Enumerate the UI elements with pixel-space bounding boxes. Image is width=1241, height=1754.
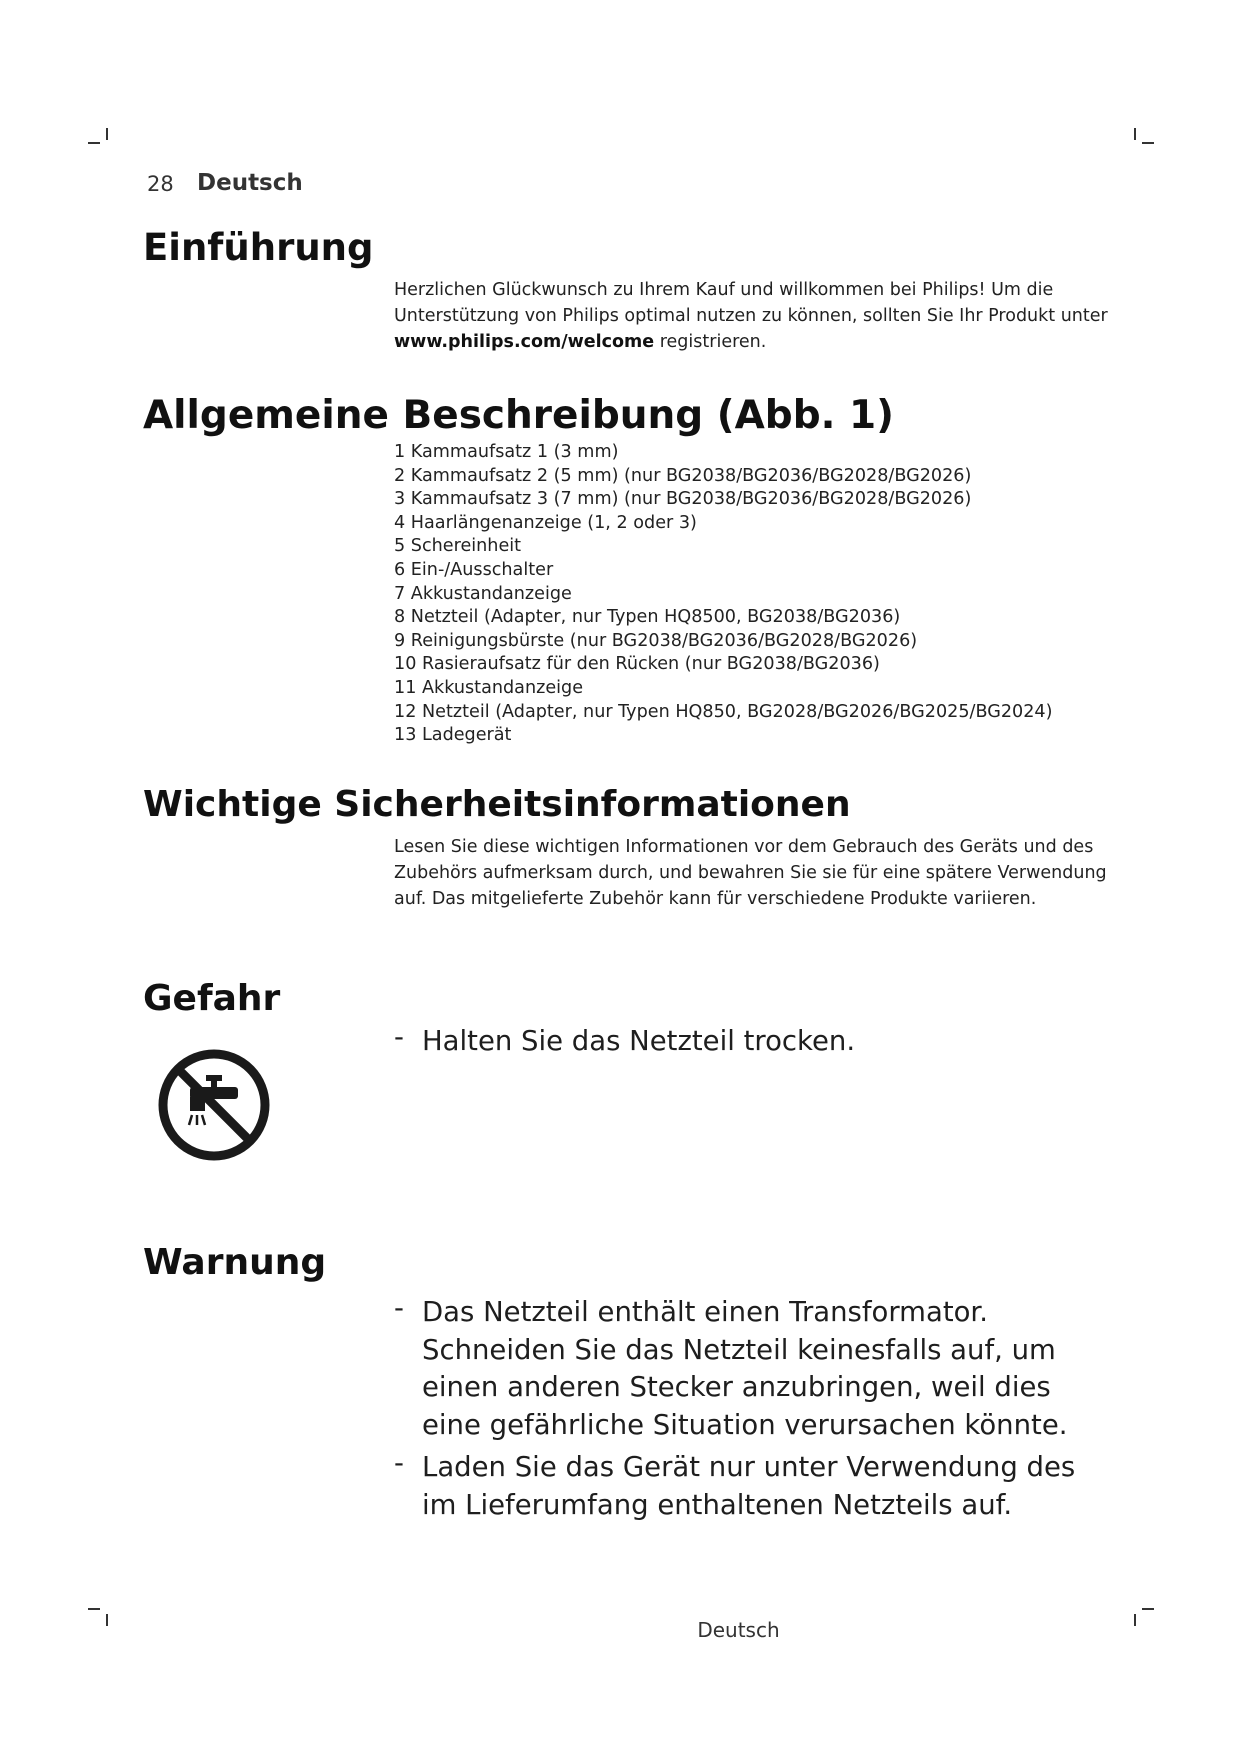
list-item: 13 Ladegerät <box>394 725 512 746</box>
description-title: Allgemeine Beschreibung (Abb. 1) <box>143 393 894 438</box>
warning-title: Warnung <box>143 1242 327 1283</box>
footer <box>0 1618 1241 1642</box>
no-water-icon <box>156 1047 272 1163</box>
crop-mark <box>1142 142 1154 144</box>
list-item: 3 Kammaufsatz 3 (7 mm) (nur BG2038/BG2036/BG2028/BG2026) <box>394 489 972 510</box>
list-item-text: Halten Sie das Netzteil trocken. <box>422 1025 856 1057</box>
safety-text: Lesen Sie diese wichtigen Informationen vor dem Gebrauch des Geräts und des Zubehörs aufmerksam durch, und bewahren Sie sie für eine spätere Verwendung auf. Das mitgelieferte Zubehör kann für verschiedene Produkte variieren. <box>394 837 1107 909</box>
list-item: 12 Netzteil (Adapter, nur Typen HQ850, BG2028/BG2026/BG2025/BG2024) <box>394 701 1053 722</box>
list-dash: - <box>394 1292 404 1324</box>
header-language: Deutsch <box>197 170 303 196</box>
list-item: 8 Netzteil (Adapter, nur Typen HQ8500, BG2038/BG2036) <box>394 607 901 628</box>
page-number: 28 <box>147 172 174 196</box>
list-item-text: Laden Sie das Gerät nur unter Verwendung des im Lieferumfang enthaltenen Netzteils auf. <box>422 1451 1076 1521</box>
list-dash: - <box>394 1021 404 1053</box>
crop-mark <box>1134 128 1136 140</box>
list-item: 9 Reinigungsbürste (nur BG2038/BG2036/BG2028/BG2026) <box>394 630 918 651</box>
list-item: 10 Rasieraufsatz für den Rücken (nur BG2038/BG2036) <box>394 654 880 675</box>
intro-title: Einführung <box>143 226 374 269</box>
list-item: 5 Schereinheit <box>394 536 522 557</box>
intro-text <box>394 277 1114 355</box>
crop-mark <box>1142 1608 1154 1610</box>
list-item <box>394 1294 1114 1444</box>
crop-mark <box>106 128 108 140</box>
list-item: 4 Haarlängenanzeige (1, 2 oder 3) <box>394 512 697 533</box>
list-item-text: Das Netzteil enthält einen Transformator. Schneiden Sie das Netzteil keinesfalls auf, um einen anderen Stecker anzubringen, weil dies eine gefährliche Situation verursachen könnte. <box>422 1296 1068 1441</box>
no-water-icon-svg <box>156 1047 272 1163</box>
list-item: 2 Kammaufsatz 2 (5 mm) (nur BG2038/BG2036/BG2028/BG2026) <box>394 465 972 486</box>
description-list <box>394 441 1052 748</box>
list-item <box>394 1449 1114 1524</box>
list-item: 7 Akkustandanzeige <box>394 583 572 604</box>
list-item: 6 Ein-/Ausschalter <box>394 559 554 580</box>
safety-title: Wichtige Sicherheitsinformationen <box>143 784 851 825</box>
footer-language: Deutsch <box>697 1618 780 1642</box>
danger-list <box>394 1023 1114 1066</box>
warning-list <box>394 1294 1114 1529</box>
philips-welcome-link[interactable]: www.philips.com/welcome <box>394 332 655 352</box>
intro-text-before: Herzlichen Glückwunsch zu Ihrem Kauf und willkommen bei Philips! Um die Unterstützung von Philips optimal nutzen zu können, sollten Sie Ihr Produkt unter <box>394 280 1108 326</box>
danger-title: Gefahr <box>143 978 281 1019</box>
intro-text-after: registrieren. <box>654 332 767 352</box>
list-item <box>394 1023 1114 1061</box>
crop-mark <box>88 142 100 144</box>
list-item: 11 Akkustandanzeige <box>394 677 584 698</box>
list-item: 1 Kammaufsatz 1 (3 mm) <box>394 442 619 462</box>
crop-mark <box>88 1608 100 1610</box>
list-dash: - <box>394 1447 404 1479</box>
